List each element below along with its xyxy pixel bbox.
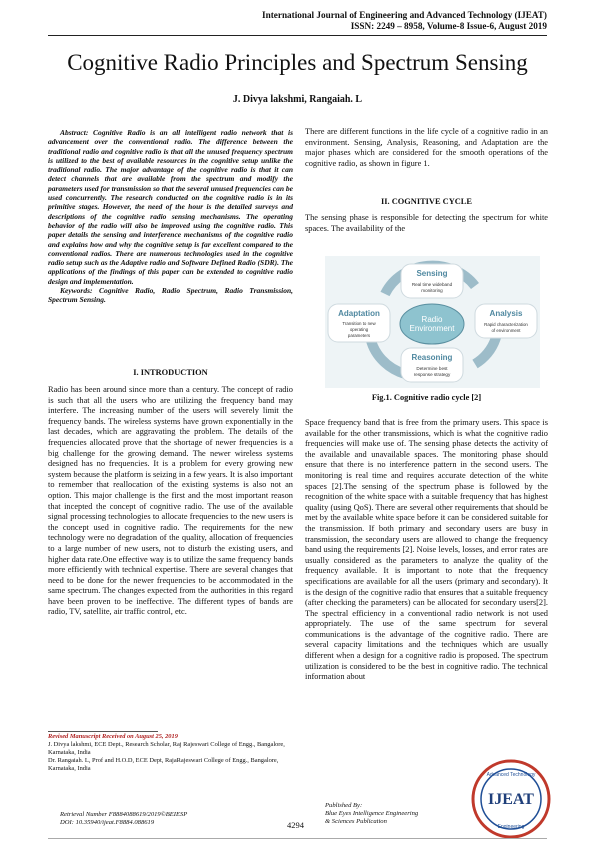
journal-name: International Journal of Engineering and Advanced Technology (IJEAT) <box>262 10 547 20</box>
analysis-title: Analysis <box>489 309 523 318</box>
adaptation-desc-2: operating <box>349 327 369 332</box>
abstract <box>48 128 293 305</box>
author2-affiliation: Dr. Rangaiah. L, Prof and H.O.D, ECE Dept, RajaRajeswari College of Engg., Bangalore, Karnataka, India <box>48 757 279 772</box>
bottom-rule <box>48 838 547 839</box>
sensing-paragraph: The sensing phase is responsible for detecting the spectrum for white spaces. The availability of the <box>305 213 548 233</box>
intro-text: Radio has been around since more than a century. The concept of radio is such that all the users who are utilizing the frequency band may interfere. The increasing number of the users will severely limit the frequency bands. The wireless systems have grown exponentially in the last decades, which are aggravating the problem. The details of the frequencies allocated prove that the shortage of newer frequencies is a big challenge for the growing demand. The newer wireless systems designed has no frequencies. It is a problem for every growing new system because the platform is seizing in a few years. It is also important to remember that reallocation of the existing systems is also not an option. This major challenge is the first and the most important reason that incepted the concept of cognitive radio. The use of the available signal processing technologies to allocate frequencies to the new users is the concept used in cognitive radio. The requirements for the new technology were no degradation of the quality, allocation of frequencies to a large number of new users, not to disturb the existing users, and higher data rate.One effective way is to utilize the same frequency bands more efficiently with technical expertise. There are several changes that need to be done for the newer frequencies to be accommodated in the same spectrum. The changes expected from the authorities in this regard have been proven to be ineffective. The different types of bands are radio, TV, satellite, air traffic control, etc. <box>48 385 293 617</box>
reasoning-title: Reasoning <box>411 353 453 362</box>
reasoning-desc-1: Determine best <box>416 366 448 371</box>
logo-text: IJEAT <box>488 791 534 808</box>
page-number: 4294 <box>287 820 304 830</box>
publisher-line-1: Blue Eyes Intelligence Engineering <box>325 810 419 817</box>
footnotes <box>48 733 293 773</box>
doi: DOI: 10.35940/ijeat.F8884.088619 <box>60 819 155 826</box>
white-space-paragraph: Space frequency band that is free from the primary users. This space is available for the other transmissions, which is what the cognitive radio frequencies will make use of. The sensing phase detects the activity of the available and unavailable spaces. The monitoring phase should ensure that there is no interference pattern in the second users. The monitoring is real time and requires accurate detection of the white spaces [2].The sensing of the spectrum phase is followed by the recognition of the white space with a suitable frequency that has highest quality (using QoS). There are several other requirements that should be met by the available white space before it can be considered suitable for the transmission. If both primary and secondary users are busy in transmission, the secondary users are allowed to change the frequency band using the requirements [2]. Noise levels, losses, and error rates are usually considered as the parameters to analyze the quality of the frequency available. It is important to note that the frequency specifications are available for all the users (primary and secondary). It is the design of the cognitive radio that ensures that a suitable frequency (after checking the parameters) can be allocated for secondary users[2]. The spectral efficiency in a conventional radio network is not used appropriately. The use of the same spectrum for several communications is the advantage of the cognitive radio. There are several capacity limitations and the techniques which are usually different when a design for a cognitive radio is proposed. The spectrum utilization is considered to be the best in cognitive radio. The technical information about <box>305 418 548 682</box>
sensing-desc-2: monitoring <box>421 288 443 293</box>
adaptation-desc-1: Transition to new <box>342 321 376 326</box>
publisher-info <box>325 802 418 826</box>
header-rule <box>48 35 547 36</box>
cognitive-cycle-figure <box>325 256 540 388</box>
logo-ring-text: Advanced Technology <box>486 772 536 778</box>
analysis-desc-2: of environment <box>491 328 521 333</box>
figure-caption: Fig.1. Cognitive radio cycle [2] <box>371 393 482 402</box>
abstract-text: Abstract: Cognitive Radio is an all intelligent radio network that is advancement over the conventional radio. The difference between the traditional radio and cognitive radio is that all the unused frequency spectrum is utilized to the best of available resources in the cognitive setup unlike the traditional radio. The major advantage of the cognitive radio is that it can detect channels that are available from the spectrum and modify the parameters used for transmission so that the several unused frequencies can be used concurrently. The research conducted on the cognitive radio is in its primitive stages. However, the need of the hour is the detailed surveys and descriptions of the cognitive radio sensing mechanisms. The operating behavior of the radio will also be improved using the cognitive radio. This paper details the sensing and interference mechanisms of the cognitive radio and explains how and why the cognitive setup is far excellent compared to the conventional radios. There are numerous technologies used in the cognitive radio setup such as the Adaptive radio and Software Defined Radio (SDR). The applications of the findings of this paper can be extended to cognitive radio design and implementation. <box>48 128 293 286</box>
cycle-intro-paragraph: There are different functions in the life cycle of a cognitive radio in an environment. Sensing, Analysis, Reasoning, and Adaptation are the major phases which are considered for the smooth operations of the cognitive radio, as shown in figure 1. <box>305 127 548 168</box>
logo-ring-text-bottom: Engineering <box>497 824 525 830</box>
publisher-line-2: & Sciences Publication <box>325 818 387 825</box>
revised-date: Revised Manuscript Received on August 25, 2019 <box>48 733 178 740</box>
sensing-desc-1: Real time wideband <box>411 282 453 287</box>
center-label-1: Radio <box>421 315 443 324</box>
retrieval-info <box>60 811 187 827</box>
journal-header <box>262 10 547 32</box>
adaptation-desc-3: parameters <box>347 333 371 338</box>
retrieval-number: Retrieval Number F8884088619/2019©BEIESP <box>60 811 188 818</box>
intro-heading: I. INTRODUCTION <box>133 368 208 377</box>
footnote-rule <box>48 731 158 732</box>
issn-line: ISSN: 2249 – 8958, Volume-8 Issue-6, August 2019 <box>350 21 547 31</box>
reasoning-desc-2: response strategy <box>413 372 451 377</box>
keywords: Keywords: Cognitive Radio, Radio Spectrum, Radio Transmission, Spectrum Sensing. <box>48 286 293 305</box>
author1-affiliation: J. Divya lakshmi, ECE Dept., Research Scholar, Raj Rajeswari College of Engg., Bangalore, Karnataka, India <box>48 741 285 756</box>
paper-authors: J. Divya lakshmi, Rangaiah. L <box>232 94 363 105</box>
sensing-title: Sensing <box>416 269 448 278</box>
published-by: Published By: <box>325 802 363 809</box>
analysis-desc-1: Rapid characterization <box>484 322 528 327</box>
ijeat-logo <box>470 758 552 840</box>
paper-title: Cognitive Radio Principles and Spectrum Sensing <box>67 50 528 75</box>
adaptation-title: Adaptation <box>338 309 380 318</box>
center-label-2: Environment <box>409 324 455 333</box>
section-heading-cognitive-cycle: II. COGNITIVE CYCLE <box>381 197 472 206</box>
